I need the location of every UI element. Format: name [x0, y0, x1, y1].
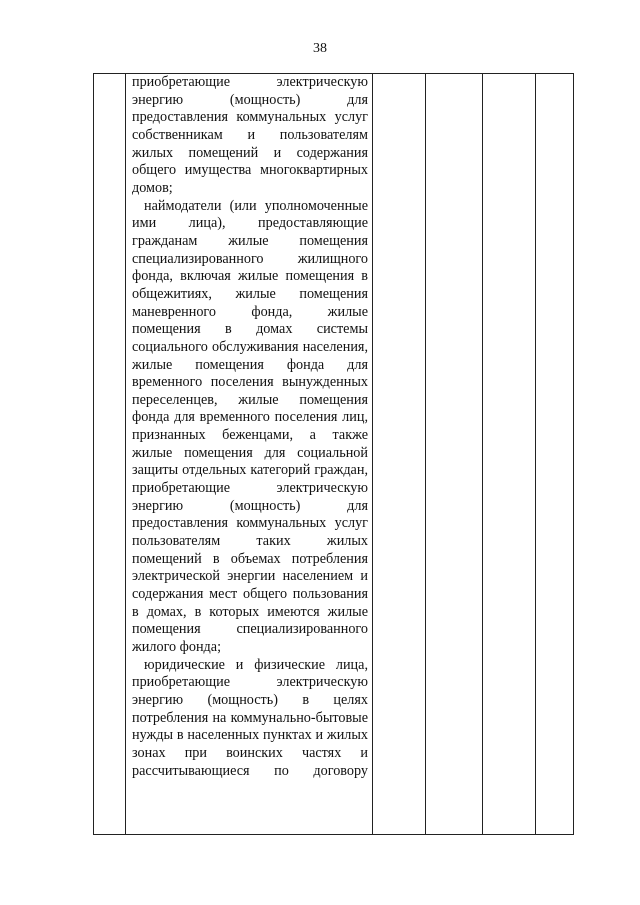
table-row — [94, 74, 574, 835]
table-cell-description — [126, 74, 373, 835]
tariff-table — [93, 73, 574, 835]
table-cell-empty-6 — [536, 74, 574, 835]
table-cell-empty-5 — [483, 74, 536, 835]
cell-text-block — [126, 74, 372, 834]
table-cell-empty-4 — [426, 74, 483, 835]
page-number: 38 — [313, 41, 327, 56]
paragraph-1: приобретающие электрическую энергию (мощность) для предоставления коммунальных услуг собственникам и пользователям жилых помещений и содержания общего имущества многоквартирных домов; — [132, 74, 368, 196]
paragraph-3: юридические и физические лица, приобретающие электрическую энергию (мощность) в целях потребления на коммунально-бытовые нужды в населенных пунктах и жилых зонах при воинских частях и рассчитывающиеся по договору — [132, 656, 368, 779]
table-cell-number — [94, 74, 126, 835]
paragraph-2: наймодатели (или уполномоченные ими лица), предоставляющие гражданам жилые помещения специализированного жилищного фонда, включая жилые помещения в общежитиях, жилые помещения маневренного фонда, жилые помещения в домах системы социального обслуживания населения, жилые помещения фонда для временного поселения вынужденных переселенцев, жилые помещения фонда для временного поселения лиц, признанных беженцами, а также жилые помещения для социальной защиты отдельных категорий граждан, приобретающие электрическую энергию (мощность) для предоставления коммунальных услуг пользователям таких жилых помещений в объемах потребления электрической энергии населением и содержания мест общего пользования в домах, в которых имеются жилые помещения специализированного жилого фонда; — [132, 197, 368, 655]
table-cell-empty-3 — [373, 74, 426, 835]
